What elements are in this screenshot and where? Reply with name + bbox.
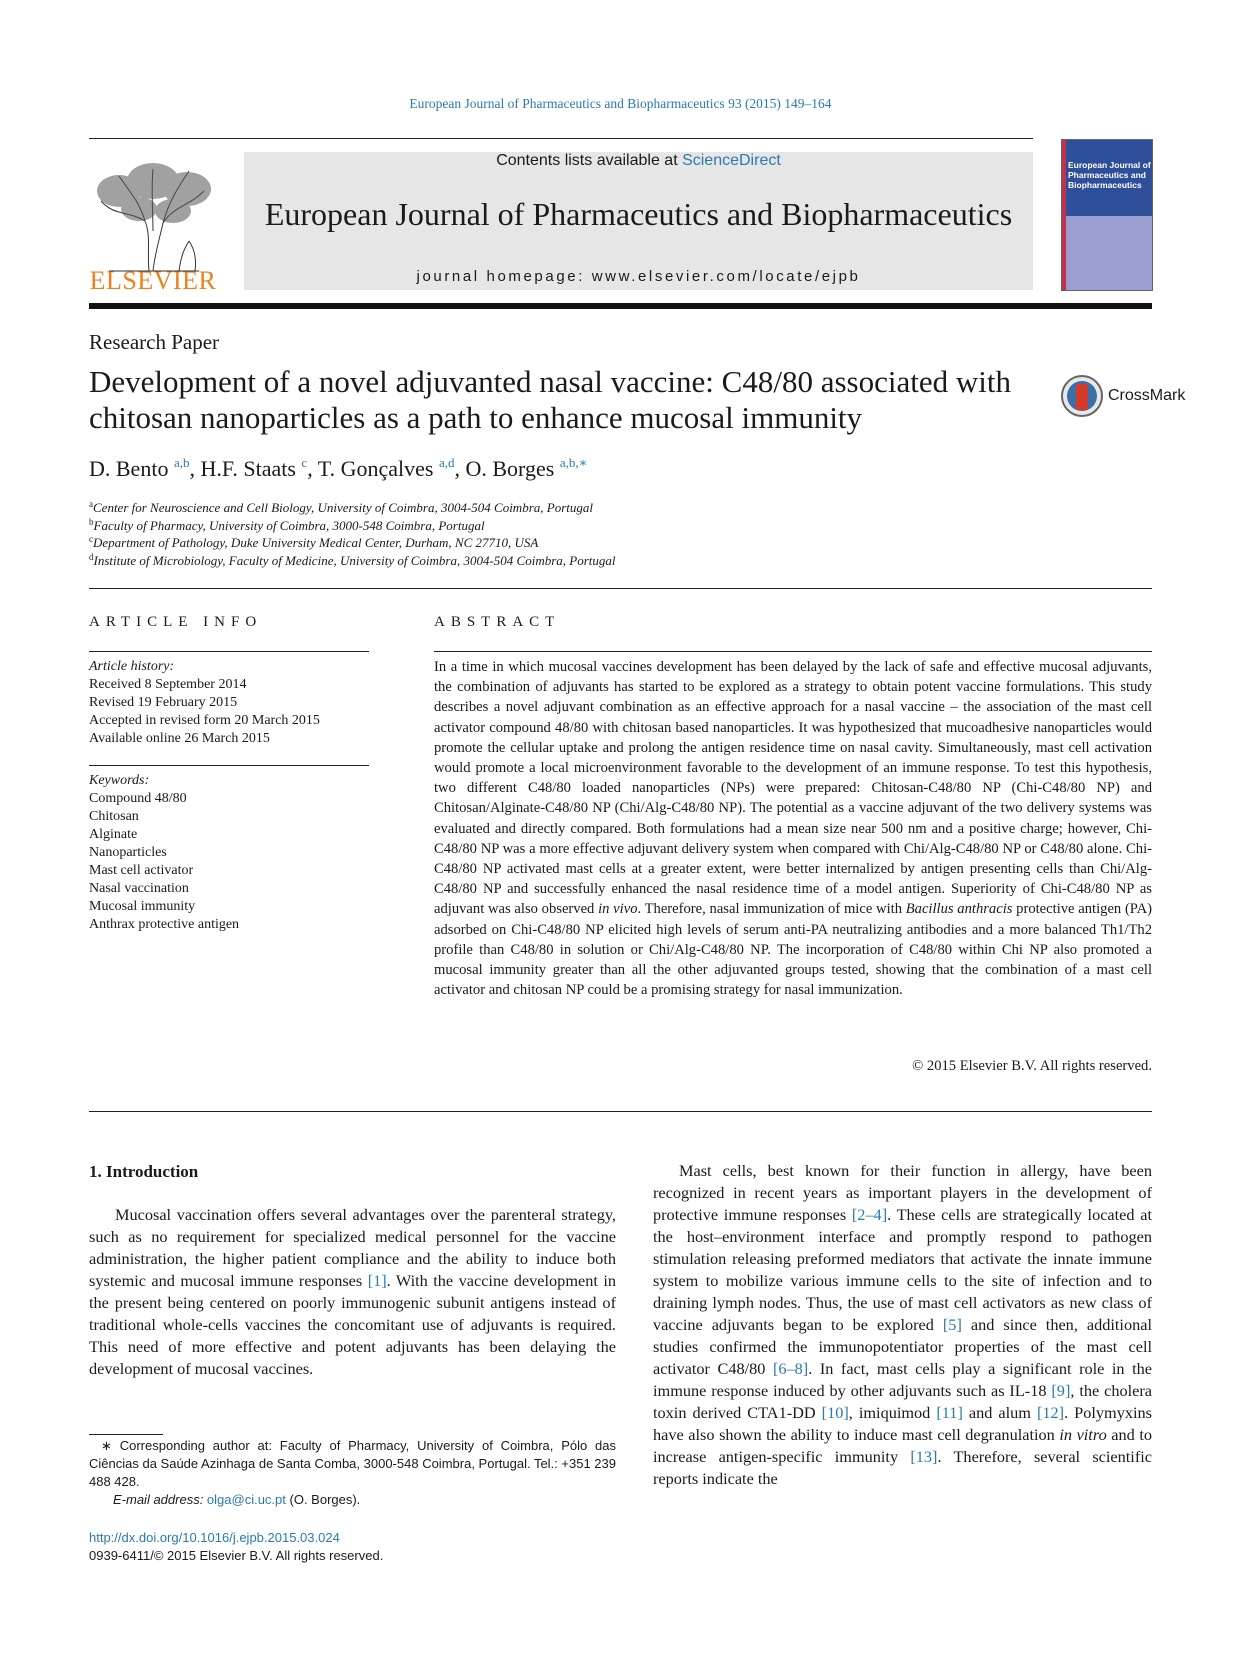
elsevier-wordmark: ELSEVIER <box>89 266 217 295</box>
keyword-item: Chitosan <box>89 809 139 824</box>
abstract-heading: ABSTRACT <box>434 614 561 630</box>
doi-link[interactable]: http://dx.doi.org/10.1016/j.ejpb.2015.03.024 <box>89 1530 340 1545</box>
homepage-link[interactable]: www.elsevier.com/locate/ejpb <box>591 268 861 285</box>
keyword-item: Nanoparticles <box>89 845 167 860</box>
article-info-rule <box>89 651 369 652</box>
author-separator: , <box>307 456 318 481</box>
affiliation-c: $^c$Department of Pathology, Duke University Medical Center, Durham, NC 27710, USA <box>89 534 539 550</box>
citation-link[interactable]: [6–8] <box>772 1359 809 1378</box>
journal-cover-thumbnail[interactable] <box>1061 139 1153 291</box>
affiliation-d: $^d$Institute of Microbiology, Faculty of Medicine, University of Coimbra, 3004-504 Coimbra, Portugal <box>89 552 616 568</box>
citation-link[interactable]: [13] <box>910 1447 938 1466</box>
history-item: Available online 26 March 2015 <box>89 731 270 746</box>
author-list <box>89 455 587 482</box>
keywords-label: Keywords: <box>89 773 150 788</box>
author-name: D. Bento <box>89 456 169 481</box>
author-affiliation-marker[interactable]: a,b <box>173 455 190 470</box>
article-info-heading: ARTICLE INFO <box>89 614 263 630</box>
citation-link[interactable]: [1] <box>367 1271 387 1290</box>
top-divider <box>89 138 1033 139</box>
author-affiliation-marker[interactable]: c <box>301 455 308 470</box>
article-title: Development of a novel adjuvanted nasal vaccine: C48/80 associated with chitosan nanoparticles as a path to enhance mucosal immunity <box>89 364 1011 435</box>
author-separator: , <box>189 456 201 481</box>
keyword-item: Anthrax protective antigen <box>89 917 240 932</box>
citation-link[interactable]: [11] <box>936 1403 963 1422</box>
article-history <box>89 658 320 748</box>
keyword-item: Nasal vaccination <box>89 881 189 896</box>
email-link[interactable]: olga@ci.uc.pt <box>206 1492 286 1507</box>
author-affiliation-marker[interactable]: a,d <box>438 455 455 470</box>
journal-citation-link[interactable]: European Journal of Pharmaceutics and Biopharmaceutics 93 (2015) 149–164 <box>409 96 832 111</box>
homepage-prefix: journal homepage: <box>416 268 592 285</box>
keyword-item: Alginate <box>89 827 138 842</box>
footnote-rule <box>89 1434 163 1435</box>
keyword-item: Compound 48/80 <box>89 791 187 806</box>
abstract-rule <box>434 651 1152 652</box>
affiliation-a: $^a$Center for Neuroscience and Cell Biology, University of Coimbra, 3004-504 Coimbra, Portugal <box>89 499 593 515</box>
citation-link[interactable]: [2–4] <box>851 1205 888 1224</box>
contents-line <box>244 152 1033 170</box>
keyword-item: Mast cell activator <box>89 863 194 878</box>
contents-prefix: Contents lists available at <box>496 152 683 169</box>
header-thick-divider <box>89 303 1152 309</box>
author-name: T. Gonçalves <box>317 456 434 481</box>
homepage-line <box>244 268 1033 285</box>
corresponding-author-footnote: ∗ Corresponding author at: Faculty of Pharmacy, University of Coimbra, Pólo das Ciências da Saúde Azinhaga de Santa Comba, 3000-548 Coimbra, Portugal. Tel.: +351 239 488 428. E-mail address: olga@ci.uc.pt (O. Borges). <box>89 1438 616 1507</box>
citation-link[interactable]: [10] <box>821 1403 849 1422</box>
author-name: H.F. Staats <box>200 456 296 481</box>
affiliation-b: $^b$Faculty of Pharmacy, University of Coimbra, 3000-548 Coimbra, Portugal <box>89 517 485 533</box>
intro-paragraph-2: Mast cells, best known for their function in allergy, have been recognized in recent years as important players in the development of protective immune responses [2–4]. These cells are strategically located at the host–environment interface and promptly respond to pathogen stimulation releasing preformed mediators that activate the innate immune system to mobilize various immune cells to the site of infection and to draining lymph nodes. Thus, the use of mast cell activators as new class of vaccine adjuvants began to be explored [5] and since then, additional studies confirmed the immunopotentiator properties of the mast cell activator C48/80 [6–8]. In fact, mast cells play a significant role in the immune response induced by other adjuvants such as IL-18 [9], the cholera toxin derived CTA1-DD [10], imiquimod [11] and alum [12]. Polymyxins have also shown the ability to induce mast cell degranulation in vitro and to increase antigen-specific immunity [13]. Therefore, several scientific reports indicate the <box>653 1161 1152 1488</box>
citation-link[interactable]: [9] <box>1051 1381 1071 1400</box>
sciencedirect-link[interactable]: ScienceDirect <box>682 152 781 169</box>
section-heading-introduction: 1. Introduction <box>89 1162 199 1181</box>
history-label: Article history: <box>89 659 175 674</box>
author-affiliation-marker[interactable]: a,b,∗ <box>559 455 588 470</box>
keyword-item: Mucosal immunity <box>89 899 196 914</box>
keywords <box>89 772 239 934</box>
crossmark-icon[interactable] <box>1060 374 1104 418</box>
history-item: Accepted in revised form 20 March 2015 <box>89 713 320 728</box>
author-separator: , <box>454 456 466 481</box>
abstract-copyright: © 2015 Elsevier B.V. All rights reserved. <box>912 1058 1152 1074</box>
citation-link[interactable]: [12] <box>1036 1403 1065 1422</box>
intro-paragraph-1: Mucosal vaccination offers several advantages over the parenteral strategy, such as no requirement for specialized medical personnel for the vaccine administration, the higher patient compliance and the ability to induce both systemic and mucosal immune responses [1]. With the vaccine development in the present being centered on poorly immunogenic subunit antigens instead of traditional whole-cells vaccines the concomitant use of adjuvants is required. This need of more effective and potent adjuvants has been delaying the development of mucosal vaccines. <box>89 1205 616 1378</box>
divider-mid <box>89 588 1152 589</box>
citation-link[interactable]: [5] <box>942 1315 962 1334</box>
cover-stripe <box>1062 140 1066 290</box>
history-item: Received 8 September 2014 <box>89 677 247 692</box>
journal-name: European Journal of Pharmaceutics and Biopharmaceutics <box>264 196 1013 232</box>
cover-title: European Journal of Pharmaceutics and Biopharmaceutics <box>1068 160 1151 190</box>
keywords-rule <box>89 765 369 766</box>
issn-line: 0939-6411/© 2015 Elsevier B.V. All rights reserved. <box>89 1548 384 1563</box>
history-item: Revised 19 February 2015 <box>89 695 238 710</box>
paper-type: Research Paper <box>89 330 220 354</box>
crossmark-label[interactable]: CrossMark <box>1108 387 1186 404</box>
abstract-text: In a time in which mucosal vaccines development has been delayed by the lack of safe and effective mucosal adjuvants, the combination of adjuvants has started to be explored as a strategy to obtain potent vaccine formulations. This study describes a novel adjuvant combination as an effective approach for a nasal vaccine – the association of the mast cell activator compound 48/80 with chitosan based nanoparticles. It was hypothesized that mucoadhesive nanoparticles would promote the cellular uptake and prolong the antigen residence time on nasal cavity. Simultaneously, mast cell activation would promote a local microenvironment favorable to the development of an immune response. To test this hypothesis, two different C48/80 loaded nanoparticles (NPs) were prepared: Chitosan-C48/80 NP (Chi-C48/80 NP) and Chitosan/Alginate-C48/80 NP (Chi/Alg-C48/80 NP). The potential as a vaccine adjuvant of the two delivery systems was evaluated and directly compared. Both formulations had a mean size near 500 nm and a positive charge; however, Chi-C48/80 NP was a more effective adjuvant delivery system when compared with Chi/Alg-C48/80 NP or C48/80 alone. Chi-C48/80 NP activated mast cells at a greater extent, were better internalized by antigen presenting cells than Chi/Alg-C48/80 NP and successfully enhanced the nasal residence time of a model antigen. Superiority of Chi-C48/80 NP as adjuvant was also observed in vivo. Therefore, nasal immunization of mice with Bacillus anthracis protective antigen (PA) adsorbed on Chi-C48/80 NP elicited high levels of serum anti-PA neutralizing antibodies and a more balanced Th1/Th2 profile than C48/80 in solution or Chi/Alg-C48/80 NP. The incorporation of C48/80 within Chi NP also promoted a mucosal immunity greater than all the other adjuvanted groups tested, showing that the combination of a mast cell activator and chitosan NP could be a promising strategy for nasal immunization. <box>434 659 1152 999</box>
author-name: O. Borges <box>465 456 555 481</box>
divider-low <box>89 1111 1152 1112</box>
